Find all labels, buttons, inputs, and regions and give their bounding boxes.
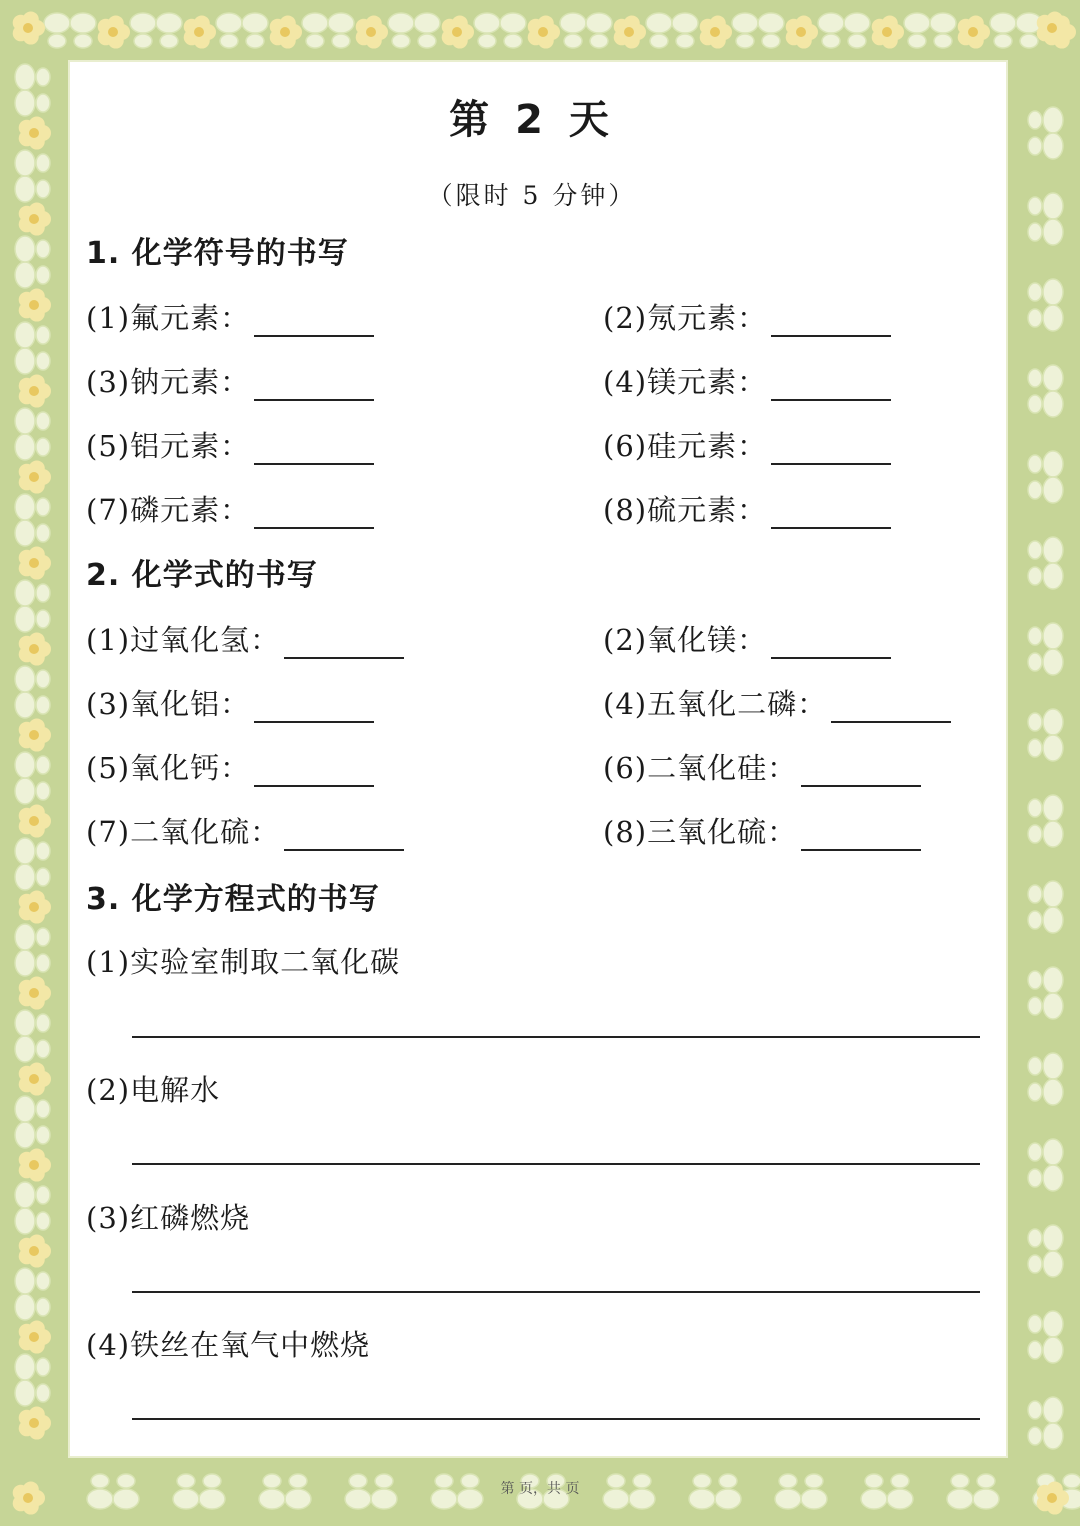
formula-item [603,682,951,723]
flower-ornament [13,11,45,44]
answer-blank[interactable] [771,627,891,659]
butterfly-ornament [15,494,50,546]
butterfly-ornament [15,1268,50,1320]
item-label: (5)铝元素： [86,429,251,463]
butterfly-ornament [732,13,784,48]
butterfly-ornament [15,1096,50,1148]
flower-ornament [442,15,474,48]
formula-item [86,810,404,851]
formula-item [603,618,891,659]
equation-answer-line[interactable] [132,1036,980,1038]
flower-ornament [19,1062,51,1095]
symbol-item [603,424,891,465]
butterfly-ornament [15,838,50,890]
page-footer: 第 页，共 页 [500,1481,580,1497]
symbol-item [603,296,891,337]
symbol-item [86,296,374,337]
formula-item [86,746,374,787]
answer-blank[interactable] [801,819,921,851]
item-label: (7)二氧化硫： [86,815,281,849]
item-label: (8)硫元素： [603,493,768,527]
equation-item: (1)实验室制取二氧化碳 [86,945,401,979]
butterfly-ornament [1028,881,1063,933]
butterfly-ornament [130,13,182,48]
equation-answer-line[interactable] [132,1418,980,1420]
section-1-heading: 1. 化学符号的书写 [86,236,349,271]
flower-ornament [19,460,51,493]
butterfly-ornament [15,1182,50,1234]
item-label: (8)三氧化硫： [603,815,798,849]
butterfly-ornament [1028,1053,1063,1105]
symbol-item [603,360,891,401]
butterfly-ornament [1028,451,1063,503]
butterfly-ornament [302,13,354,48]
butterfly-ornament [15,752,50,804]
butterfly-ornament [1028,1311,1063,1363]
item-label: (6)二氧化硅： [603,751,798,785]
butterfly-ornament [1028,279,1063,331]
item-label: (1)氟元素： [86,301,251,335]
item-label: (2)氧化镁： [603,623,768,657]
butterfly-ornament [1028,1397,1063,1449]
flower-ornament [19,374,51,407]
butterfly-ornament [1028,1225,1063,1277]
flower-ornament [98,15,130,48]
flower-ornament [19,804,51,837]
item-label: (5)氧化钙： [86,751,251,785]
flower-ornament [19,632,51,665]
item-label: (6)硅元素： [603,429,768,463]
butterfly-ornament [1028,967,1063,1019]
answer-blank[interactable] [801,755,921,787]
answer-blank[interactable] [254,369,374,401]
butterfly-ornament [646,13,698,48]
flower-ornament [184,15,216,48]
equation-item: (2)电解水 [86,1073,221,1107]
butterfly-ornament [15,1010,50,1062]
answer-blank[interactable] [254,497,374,529]
answer-blank[interactable] [771,497,891,529]
flower-ornament [958,15,990,48]
formula-item [86,682,374,723]
answer-blank[interactable] [254,755,374,787]
formula-item [603,810,921,851]
answer-blank[interactable] [771,369,891,401]
butterfly-ornament [15,1354,50,1406]
flower-ornament [19,1148,51,1181]
item-label: (2)氖元素： [603,301,768,335]
formula-item [86,618,404,659]
flower-ornament [270,15,302,48]
equation-item: (4)铁丝在氧气中燃烧 [86,1328,371,1362]
butterfly-ornament [1028,365,1063,417]
butterfly-ornament [818,13,870,48]
butterfly-ornament [474,13,526,48]
section-2-heading: 2. 化学式的书写 [86,558,318,593]
butterfly-ornament [216,13,268,48]
page-title: 第 2 天 [449,97,615,143]
flower-ornament [19,1406,51,1439]
symbol-item [86,424,374,465]
symbol-item [603,488,891,529]
equation-answer-line[interactable] [132,1163,980,1165]
flower-ornament [614,15,646,48]
flower-ornament [872,15,904,48]
item-label: (1)过氧化氢： [86,623,281,657]
butterfly-ornament [15,924,50,976]
flower-ornament [19,976,51,1009]
flower-ornament [19,288,51,321]
flower-ornament [19,546,51,579]
time-limit: （限时 5 分钟） [427,181,637,210]
answer-blank[interactable] [284,627,404,659]
flower-ornament [786,15,818,48]
answer-blank[interactable] [771,433,891,465]
butterfly-ornament [1028,537,1063,589]
answer-blank[interactable] [771,305,891,337]
item-label: (4)镁元素： [603,365,768,399]
butterfly-ornament [15,408,50,460]
butterfly-ornament [990,13,1042,48]
item-label: (3)氧化铝： [86,687,251,721]
item-label: (4)五氧化二磷： [603,687,828,721]
butterfly-ornament [560,13,612,48]
equation-answer-line[interactable] [132,1291,980,1293]
butterfly-ornament [1028,795,1063,847]
formula-item [603,746,921,787]
answer-blank[interactable] [831,691,951,723]
butterfly-ornament [1028,1139,1063,1191]
answer-blank[interactable] [254,305,374,337]
item-label: (7)磷元素： [86,493,251,527]
butterfly-ornament [44,13,96,48]
butterfly-ornament [15,236,50,288]
flower-ornament [528,15,560,48]
equation-item: (3)红磷燃烧 [86,1201,251,1235]
butterfly-ornament [1028,623,1063,675]
butterfly-ornament [388,13,440,48]
symbol-item [86,488,374,529]
flower-ornament [19,890,51,923]
butterfly-ornament [904,13,956,48]
flower-ornament [356,15,388,48]
symbol-item [86,360,374,401]
butterfly-ornament [15,666,50,718]
item-label: (3)钠元素： [86,365,251,399]
butterfly-ornament [1028,709,1063,761]
section-3-heading: 3. 化学方程式的书写 [86,882,380,917]
butterfly-ornament [15,322,50,374]
answer-blank[interactable] [284,819,404,851]
flower-ornament [19,1320,51,1353]
answer-blank[interactable] [254,433,374,465]
flower-ornament [700,15,732,48]
butterfly-ornament [15,580,50,632]
flower-ornament [19,718,51,751]
answer-blank[interactable] [254,691,374,723]
flower-ornament [19,1234,51,1267]
